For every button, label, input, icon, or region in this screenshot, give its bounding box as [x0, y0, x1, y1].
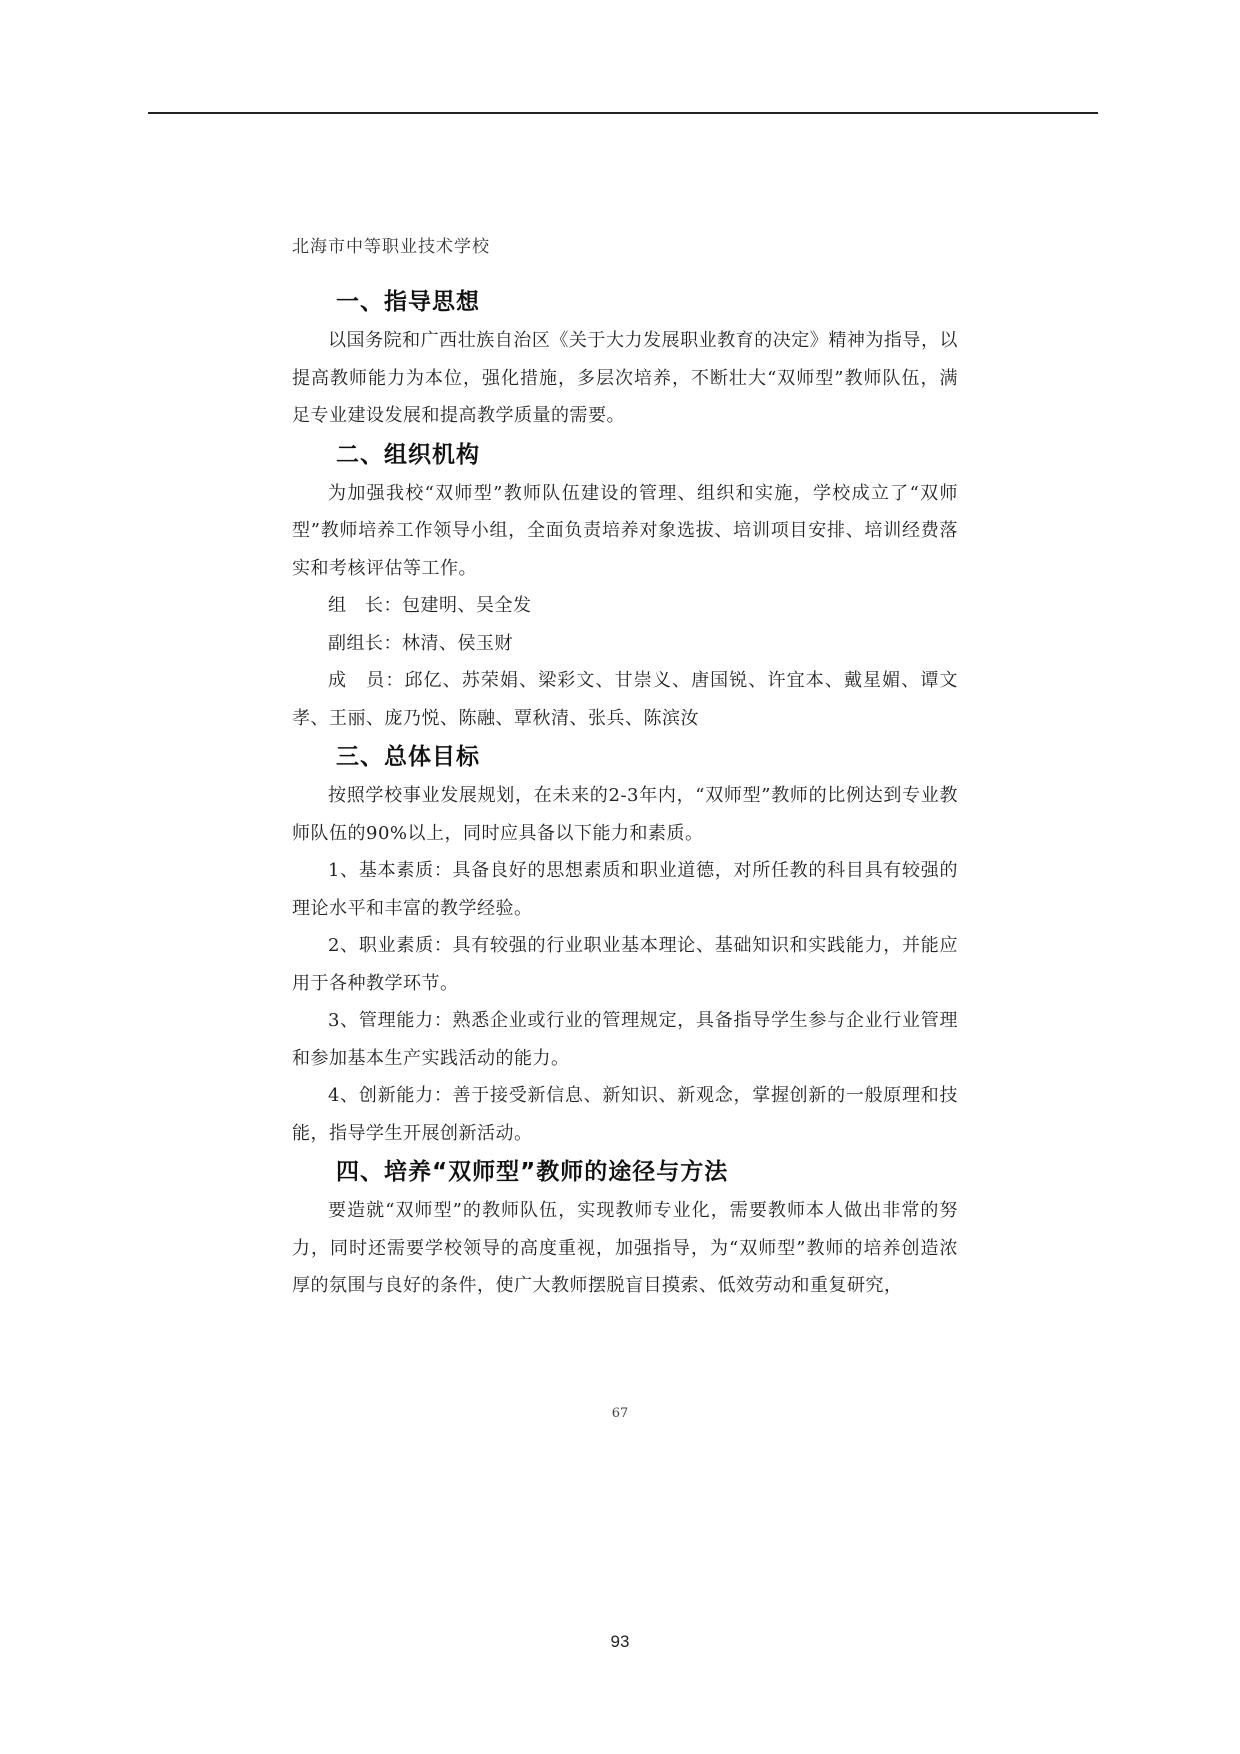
leader-line — [292, 587, 958, 625]
header-rule — [148, 112, 1098, 114]
paragraph: 为加强我校“双师型”教师队伍建设的管理、组织和实施，学校成立了“双师型”教师培养工作领导小组，全面负责培养对象选拔、培训项目安排、培训经费落实和考核评估等工作。 — [292, 482, 958, 579]
paragraph: 1、基本素质：具备良好的思想素质和职业道德，对所任教的科目具有较强的理论水平和丰富的教学经验。 — [292, 860, 958, 919]
members-line — [292, 662, 958, 737]
leader-names: 包建明、吴全发 — [402, 595, 532, 616]
paragraph: 按照学校事业发展规划，在未来的2-3年内，“双师型”教师的比例达到专业教师队伍的90%以上，同时应具备以下能力和素质。 — [292, 785, 958, 844]
vice-leader-line — [292, 625, 958, 663]
paragraph: 要造就“双师型”的教师队伍，实现教师专业化，需要教师本人做出非常的努力，同时还需要学校领导的高度重视，加强指导，为“双师型”教师的培养创造浓厚的氛围与良好的条件，使广大教师摆脱盲目摸索、低效劳动和重复研究， — [292, 1200, 958, 1296]
section-heading-guiding-ideology: 一、指导思想 — [336, 289, 480, 315]
outer-page-number: 93 — [610, 1632, 630, 1651]
leader-label: 组 长： — [328, 595, 402, 616]
school-name: 北海市中等职业技术学校 — [292, 237, 490, 257]
vice-leader-names: 林清、侯玉财 — [402, 632, 513, 654]
paragraph: 以国务院和广西壮族自治区《关于大力发展职业教育的决定》精神为指导，以提高教师能力为本位，强化措施，多层次培养，不断壮大“双师型”教师队伍，满足专业建设发展和提高教学质量的需要。 — [292, 330, 958, 426]
members-label: 成 员： — [328, 670, 405, 691]
inner-page-number: 67 — [611, 1406, 629, 1421]
vice-leader-label: 副组长： — [328, 632, 402, 654]
section-heading-training-methods: 四、培养“双师型”教师的途径与方法 — [336, 1159, 729, 1185]
paragraph: 3、管理能力：熟悉企业或行业的管理规定，具备指导学生参与企业行业管理和参加基本生产实践活动的能力。 — [292, 1010, 958, 1069]
section-heading-overall-goal: 三、总体目标 — [336, 744, 480, 770]
members-names: 邱亿、苏荣娟、梁彩文、甘崇义、唐国锐、许宜本、戴星媚、谭文孝、王丽、庞乃悦、陈融、覃秋清、张兵、陈滨汝 — [292, 670, 958, 729]
paragraph: 4、创新能力：善于接受新信息、新知识、新观念，掌握创新的一般原理和技能，指导学生开展创新活动。 — [292, 1085, 958, 1144]
document-body — [292, 282, 958, 1305]
paragraph: 2、职业素质：具有较强的行业职业基本理论、基础知识和实践能力，并能应用于各种教学环节。 — [292, 935, 958, 994]
section-heading-organization: 二、组织机构 — [336, 441, 480, 468]
